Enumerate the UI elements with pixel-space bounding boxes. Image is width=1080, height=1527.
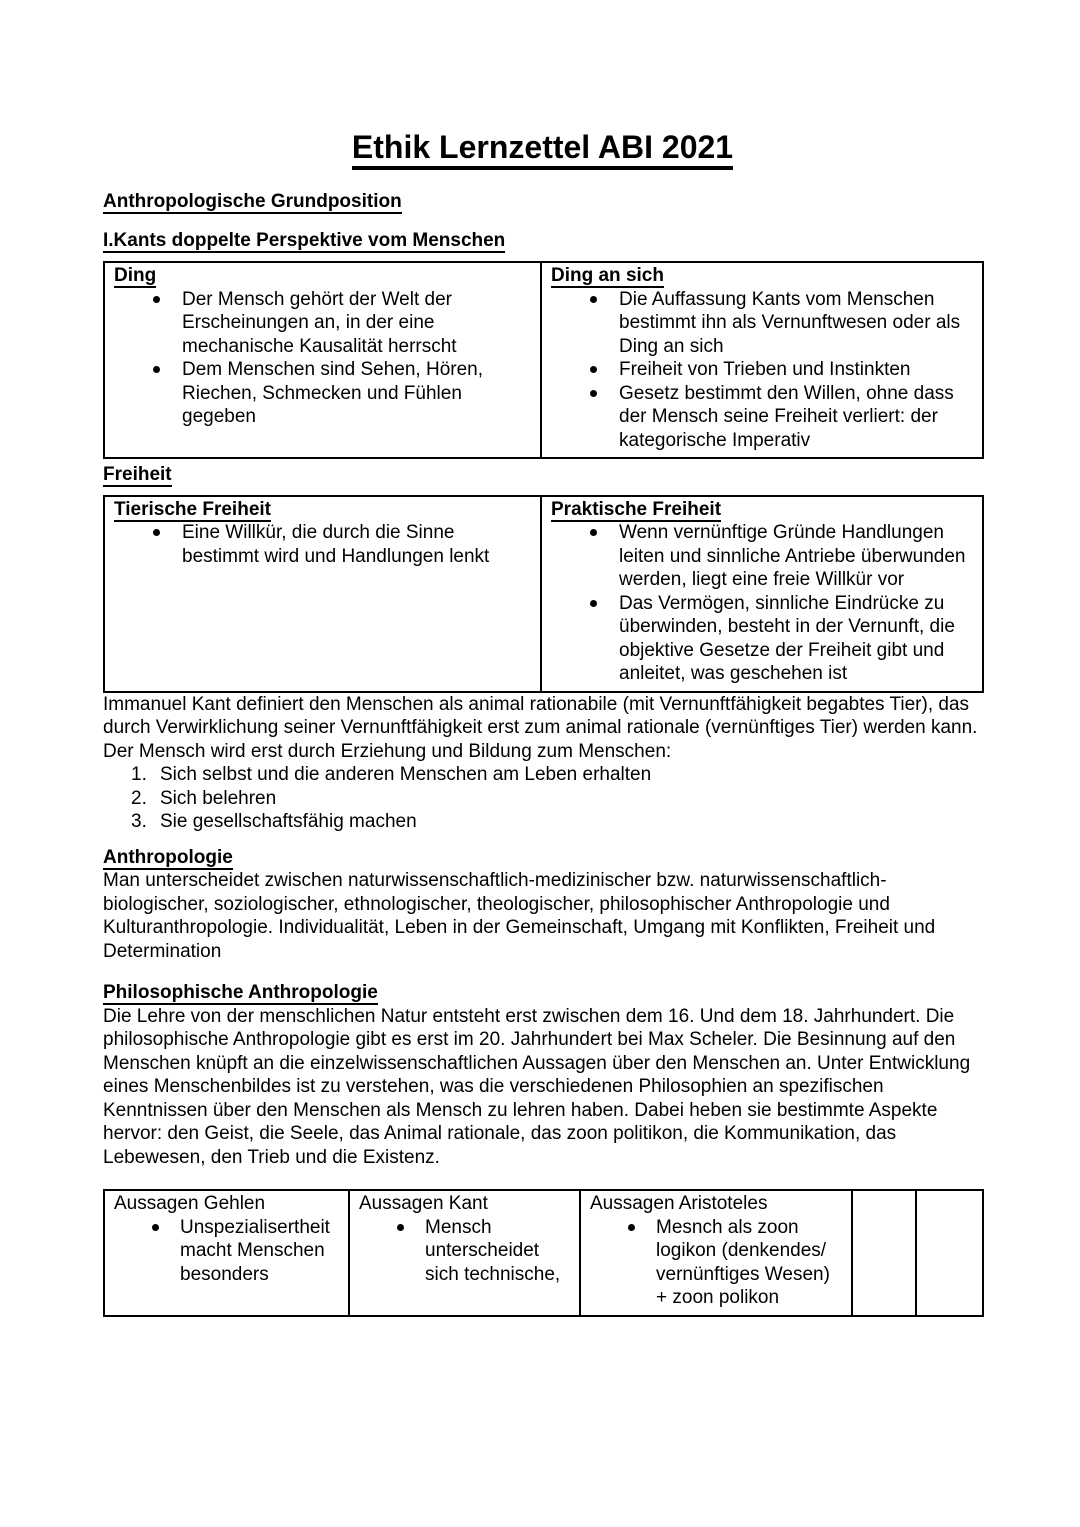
aristoteles-bullet-list <box>590 1216 845 1310</box>
bullet-item: Wenn vernünftige Gründe Handlungen leiten und sinnliche Antriebe überwunden werden, liegt eine freie Willkür vor <box>551 521 976 592</box>
gehlen-bullet-list <box>114 1216 342 1287</box>
bullet-item: Die Auffassung Kants vom Menschen bestimmt ihn als Vernunftwesen oder als Ding an sich <box>551 288 976 359</box>
cell-heading-aussagen-kant: Aussagen Kant <box>359 1193 488 1214</box>
cell-heading-ding-an-sich: Ding an sich <box>551 265 664 286</box>
cell-aussagen-gehlen <box>104 1190 349 1316</box>
bullet-item: Mesnch als zoon logikon (denkendes/ vernünftiges Wesen) + zoon polikon <box>590 1216 845 1310</box>
bullet-item: Dem Menschen sind Sehen, Hören, Riechen, Schmecken und Fühlen gegeben <box>114 358 534 429</box>
bullet-item: Mensch unterscheidet sich technische, <box>359 1216 573 1287</box>
cell-heading-tierische-freiheit: Tierische Freiheit <box>114 498 271 520</box>
kant-bullet-list <box>359 1216 573 1287</box>
cell-heading-ding: Ding <box>114 265 157 286</box>
tierische-freiheit-bullet-list <box>114 521 534 568</box>
bullet-item: Freiheit von Trieben und Instinkten <box>551 358 976 382</box>
cell-heading-aussagen-gehlen: Aussagen Gehlen <box>114 1193 266 1214</box>
cell-aussagen-aristoteles <box>580 1190 852 1316</box>
aussagen-table <box>103 1189 984 1317</box>
cell-tierische-freiheit <box>104 496 541 692</box>
bullet-item: Eine Willkür, die durch die Sinne bestimmt wird und Handlungen lenkt <box>114 521 534 568</box>
cell-heading-praktische-freiheit: Praktische Freiheit <box>551 498 722 520</box>
praktische-freiheit-bullet-list <box>551 521 976 686</box>
philosophische-anthropologie-paragraph: Die Lehre von der menschlichen Natur entsteht erst zwischen dem 16. Und dem 18. Jahrhundert. Die philosophische Anthropologie gibt es erst im 20. Jahrhundert bei Max Scheler. Die Besinnung auf den Menschen knüpft an die einzelwissenschaftlichen Aussagen über den Menschen an. Unter Entwicklung eines Menschenbildes ist zu verstehen, was die verschiedenen Philosophien an spezifischen Kenntnissen über den Menschen als Mensch zu lehren haben. Dabei heben sie bestimmte Aspekte hervor: den Geist, die Seele, das Animal rationale, das zoon politikon, die Kommunikation, das Lebewesen, den Trieb und die Existenz. <box>103 1005 971 1168</box>
heading-freiheit: Freiheit <box>103 464 172 485</box>
freiheit-table <box>103 495 984 693</box>
kant-definition-paragraph: Immanuel Kant definiert den Menschen als animal rationabile (mit Vernunftfähigkeit begabtes Tier), das durch Verwirklichung seiner Vernunftfähigkeit erst zum animal rationale (vernünftiges Tier) werden kann. Der Mensch wird erst durch Erziehung und Bildung zum Menschen: <box>103 693 978 762</box>
bullet-item: Gesetz bestimmt den Willen, ohne dass der Mensch seine Freiheit verliert: der kategorische Imperativ <box>551 382 976 453</box>
bullet-item: Unspezialisertheit macht Menschen besonders <box>114 1216 342 1287</box>
bullet-item: Das Vermögen, sinnliche Eindrücke zu überwinden, besteht in der Vernunft, die objektive Gesetze der Freiheit gibt und anleitet, was geschehen ist <box>551 592 976 686</box>
heading-anthropologische-grundposition: Anthropologische Grundposition <box>103 191 402 212</box>
empty-cell <box>852 1190 916 1316</box>
table-row <box>104 262 983 458</box>
cell-aussagen-kant <box>349 1190 580 1316</box>
table-row <box>104 496 983 692</box>
heading-philosophische-anthropologie: Philosophische Anthropologie <box>103 982 378 1003</box>
empty-cell <box>916 1190 983 1316</box>
numbered-list-item: Sich belehren <box>160 787 277 809</box>
heading-anthropologie: Anthropologie <box>103 846 233 868</box>
heading-kants-doppelte-perspektive: I.Kants doppelte Perspektive vom Menschen <box>103 229 506 251</box>
ding-an-sich-bullet-list <box>551 288 976 453</box>
cell-ding <box>104 262 541 458</box>
kant-perspektive-table <box>103 261 984 459</box>
cell-ding-an-sich <box>541 262 983 458</box>
cell-praktische-freiheit <box>541 496 983 692</box>
numbered-list-item: Sich selbst und die anderen Menschen am Leben erhalten <box>160 764 652 785</box>
table-row <box>104 1190 983 1316</box>
bullet-item: Der Mensch gehört der Welt der Erscheinungen an, in der eine mechanische Kausalität herrscht <box>114 288 534 359</box>
ding-bullet-list <box>114 288 534 429</box>
document-title: Ethik Lernzettel ABI 2021 <box>103 128 982 166</box>
erziehung-numbered-list <box>103 763 982 834</box>
cell-heading-aussagen-aristoteles: Aussagen Aristoteles <box>590 1193 768 1214</box>
anthropologie-paragraph: Man unterscheidet zwischen naturwissenschaftlich-medizinischer bzw. naturwissenschaftlich-biologischer, soziologischer, ethnologischer, theologischer, philosophischer Anthropologie und Kulturanthropologie. Individualität, Leben in der Gemeinschaft, Umgang mit Konflikten, Freiheit und Determination <box>103 870 936 962</box>
numbered-list-item: Sie gesellschaftsfähig machen <box>160 811 417 832</box>
